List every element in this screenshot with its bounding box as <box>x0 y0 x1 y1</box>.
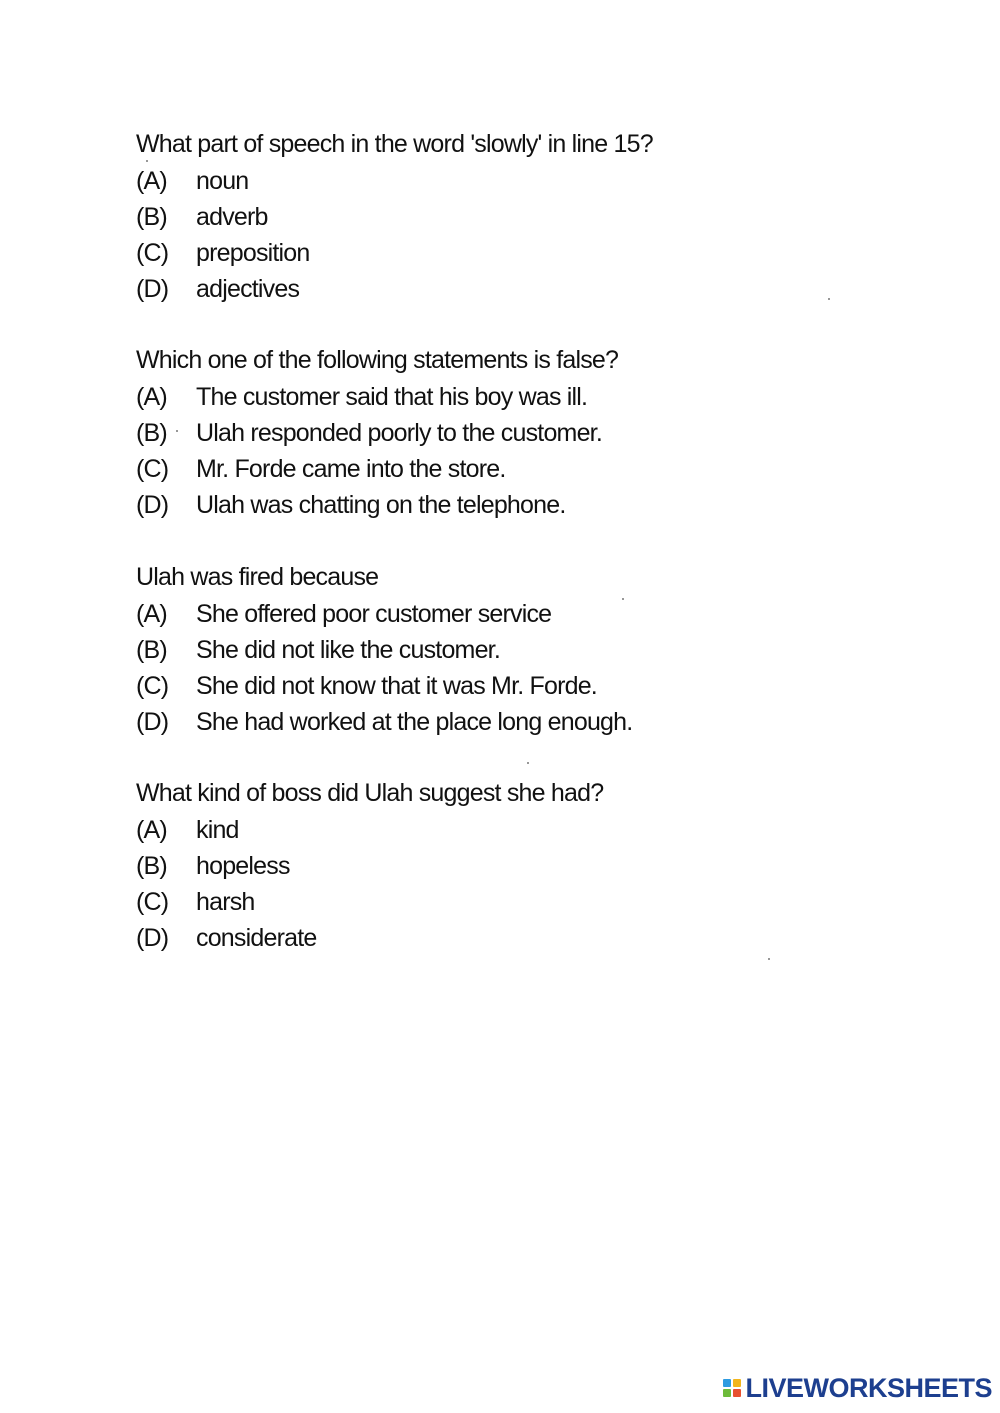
option-text: considerate <box>196 924 317 952</box>
option-letter: (C) <box>136 239 169 267</box>
option-text: preposition <box>196 239 310 267</box>
question-2 <box>136 343 896 523</box>
option-text: She did not like the customer. <box>196 636 500 664</box>
liveworksheets-watermark <box>723 1371 992 1405</box>
option-text: Ulah responded poorly to the customer. <box>196 419 602 447</box>
scan-speck <box>622 598 624 600</box>
liveworksheets-logo-icon <box>723 1379 741 1397</box>
scan-speck <box>768 958 770 960</box>
option-text: Mr. Forde came into the store. <box>196 455 506 483</box>
answer-option[interactable] <box>136 163 896 199</box>
question-stem: What part of speech in the word 'slowly' in line 15? <box>136 130 653 158</box>
logo-tile <box>723 1389 731 1397</box>
option-letter: (D) <box>136 491 169 519</box>
question-1 <box>136 127 896 307</box>
option-text: She had worked at the place long enough. <box>196 708 633 736</box>
option-letter: (C) <box>136 672 169 700</box>
option-letter: (C) <box>136 455 169 483</box>
option-letter: (A) <box>136 383 167 411</box>
answer-option[interactable] <box>136 632 896 668</box>
option-letter: (D) <box>136 708 169 736</box>
answer-option[interactable] <box>136 487 896 523</box>
option-letter: (A) <box>136 600 167 628</box>
scan-speck <box>146 160 148 162</box>
option-letter: (B) <box>136 203 167 231</box>
question-stem: Ulah was fired because <box>136 563 379 591</box>
question-3 <box>136 560 896 740</box>
option-text: kind <box>196 816 239 844</box>
answer-option[interactable] <box>136 415 896 451</box>
option-letter: (A) <box>136 816 167 844</box>
answer-option[interactable] <box>136 235 896 271</box>
option-letter: (B) <box>136 419 167 447</box>
question-stem: What kind of boss did Ulah suggest she had? <box>136 779 604 807</box>
answer-option[interactable] <box>136 668 896 704</box>
option-text: adjectives <box>196 275 300 303</box>
answer-option[interactable] <box>136 271 896 307</box>
logo-tile <box>733 1389 741 1397</box>
answer-option[interactable] <box>136 884 896 920</box>
option-text: noun <box>196 167 249 195</box>
option-text: hopeless <box>196 852 290 880</box>
brand-name: LIVEWORKSHEETS <box>745 1372 992 1403</box>
answer-option[interactable] <box>136 920 896 956</box>
question-stem: Which one of the following statements is false? <box>136 346 619 374</box>
answer-option[interactable] <box>136 379 896 415</box>
option-text: The customer said that his boy was ill. <box>196 383 588 411</box>
logo-tile <box>733 1379 741 1387</box>
option-text: She offered poor customer service <box>196 600 552 628</box>
answer-option[interactable] <box>136 812 896 848</box>
question-4 <box>136 776 896 956</box>
answer-option[interactable] <box>136 199 896 235</box>
option-text: adverb <box>196 203 268 231</box>
option-letter: (C) <box>136 888 169 916</box>
option-letter: (B) <box>136 636 167 664</box>
scan-speck <box>527 762 529 764</box>
logo-tile <box>723 1379 731 1387</box>
answer-option[interactable] <box>136 848 896 884</box>
option-letter: (A) <box>136 167 167 195</box>
option-text: harsh <box>196 888 255 916</box>
option-letter: (B) <box>136 852 167 880</box>
option-letter: (D) <box>136 275 169 303</box>
answer-option[interactable] <box>136 704 896 740</box>
scan-speck <box>828 298 830 300</box>
option-text: Ulah was chatting on the telephone. <box>196 491 566 519</box>
answer-option[interactable] <box>136 451 896 487</box>
scan-speck <box>176 430 178 432</box>
answer-option[interactable] <box>136 596 896 632</box>
option-letter: (D) <box>136 924 169 952</box>
option-text: She did not know that it was Mr. Forde. <box>196 672 597 700</box>
